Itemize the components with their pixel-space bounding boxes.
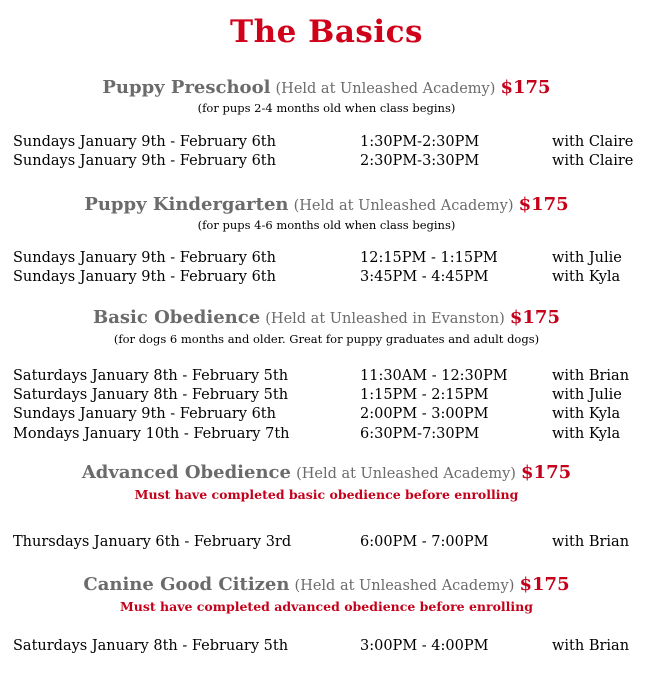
session-time: 12:15PM - 1:15PM [360, 250, 498, 266]
session-instructor: with Kyla [552, 426, 621, 442]
course-note: (for dogs 6 months and older. Great for puppy graduates and adult dogs) [113, 332, 540, 346]
session-dates: Sundays January 9th - February 6th [13, 153, 276, 169]
session-time: 3:00PM - 4:00PM [360, 638, 489, 654]
course-header-canine-good-citizen [0, 574, 653, 595]
session-dates: Saturdays January 8th - February 5th [13, 387, 289, 403]
session-row [0, 426, 653, 446]
session-dates: Sundays January 9th - February 6th [13, 134, 276, 150]
course-price: $175 [519, 574, 570, 595]
course-location: (Held at Unleashed Academy) [296, 466, 516, 482]
session-instructor: with Claire [552, 134, 634, 150]
session-row [0, 638, 653, 658]
session-dates: Thursdays January 6th - February 3rd [13, 534, 292, 550]
session-row [0, 153, 653, 173]
session-time: 3:45PM - 4:45PM [360, 269, 489, 285]
course-location: (Held at Unleashed in Evanston) [265, 311, 505, 327]
course-name: Canine Good Citizen [83, 574, 290, 595]
session-instructor: with Brian [552, 368, 630, 384]
session-time: 6:30PM-7:30PM [360, 426, 480, 442]
session-dates: Sundays January 9th - February 6th [13, 250, 276, 266]
session-instructor: with Kyla [552, 406, 621, 422]
session-row [0, 387, 653, 407]
session-instructor: with Brian [552, 638, 630, 654]
course-location: (Held at Unleashed Academy) [275, 81, 496, 97]
session-dates: Saturdays January 8th - February 5th [13, 638, 289, 654]
session-time: 1:15PM - 2:15PM [360, 387, 489, 403]
course-name: Basic Obedience [93, 307, 261, 328]
course-price: $175 [521, 462, 572, 483]
session-time: 1:30PM-2:30PM [360, 134, 480, 150]
session-instructor: with Julie [552, 250, 622, 266]
course-name: Puppy Kindergarten [84, 194, 289, 215]
course-price: $175 [500, 77, 551, 98]
session-instructor: with Claire [552, 153, 634, 169]
session-time: 2:30PM-3:30PM [360, 153, 480, 169]
course-note: (for pups 2-4 months old when class begins) [197, 101, 456, 115]
session-row [0, 406, 653, 426]
session-row [0, 250, 653, 270]
page-title: The Basics [230, 14, 423, 50]
course-requirement: Must have completed basic obedience before enrolling [134, 487, 519, 502]
session-instructor: with Julie [552, 387, 622, 403]
course-header-basic-obedience [0, 307, 653, 328]
course-location: (Held at Unleashed Academy) [293, 198, 514, 214]
session-row [0, 368, 653, 388]
course-note: (for pups 4-6 months old when class begins) [197, 218, 456, 232]
course-name: Advanced Obedience [81, 462, 291, 483]
course-requirement: Must have completed advanced obedience before enrolling [119, 599, 534, 614]
session-row [0, 134, 653, 154]
course-header-advanced-obedience [0, 462, 653, 483]
course-price: $175 [518, 194, 569, 215]
session-dates: Saturdays January 8th - February 5th [13, 368, 289, 384]
session-dates: Sundays January 9th - February 6th [13, 406, 276, 422]
course-price: $175 [509, 307, 560, 328]
course-name: Puppy Preschool [102, 77, 271, 98]
session-time: 6:00PM - 7:00PM [360, 534, 489, 550]
session-row [0, 269, 653, 289]
session-dates: Mondays January 10th - February 7th [13, 426, 290, 442]
session-time: 11:30AM - 12:30PM [360, 368, 508, 384]
course-location: (Held at Unleashed Academy) [294, 578, 515, 594]
session-time: 2:00PM - 3:00PM [360, 406, 489, 422]
session-row [0, 534, 653, 554]
session-instructor: with Brian [552, 534, 630, 550]
course-header-puppy-kindergarten [0, 194, 653, 215]
session-instructor: with Kyla [552, 269, 621, 285]
course-header-puppy-preschool [0, 77, 653, 98]
session-dates: Sundays January 9th - February 6th [13, 269, 276, 285]
